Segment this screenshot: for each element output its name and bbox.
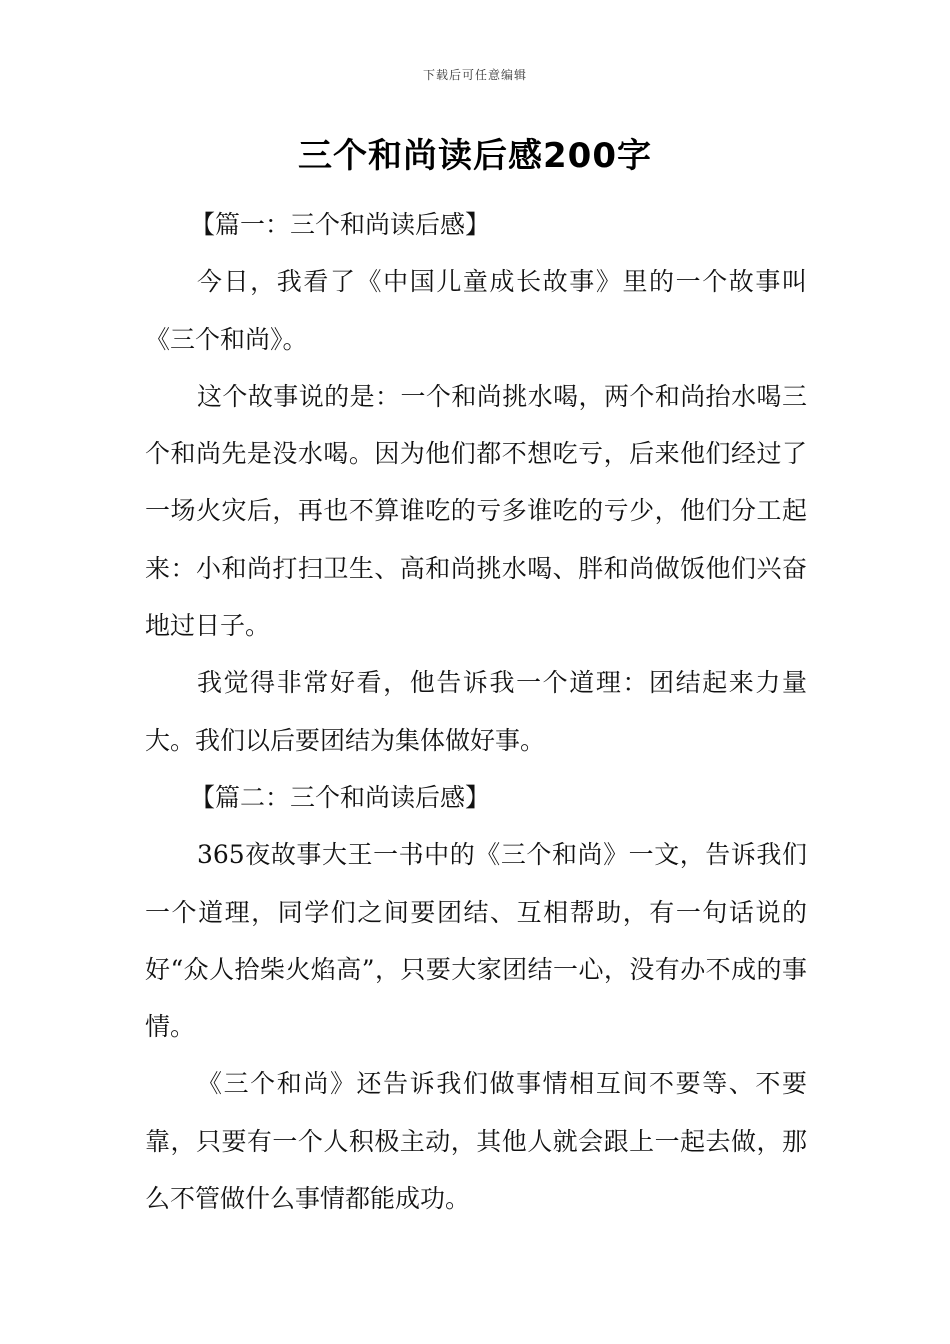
paragraph: 我觉得非常好看，他告诉我一个道理：团结起来力量大。我们以后要团结为集体做好事。 <box>145 668 807 755</box>
section-heading-1: 【篇一：三个和尚读后感】 <box>190 210 491 239</box>
paragraph: 《三个和尚》还告诉我们做事情相互间不要等、不要靠，只要有一个人积极主动，其他人就会跟上一起去做，那么不管做什么事情都能成功。 <box>145 1069 807 1214</box>
paragraph: 这个故事说的是：一个和尚挑水喝，两个和尚抬水喝三个和尚先是没水喝。因为他们都不想吃亏，后来他们经过了一场火灾后，再也不算谁吃的亏多谁吃的亏少，他们分工起来：小和尚打扫卫生、高和尚挑水喝、胖和尚做饭他们兴奋地过日子。 <box>145 381 807 641</box>
section-heading-2: 【篇二：三个和尚读后感】 <box>190 782 491 812</box>
paragraph: 今日，我看了《中国儿童成长故事》里的一个故事叫《三个和尚》。 <box>145 267 807 354</box>
header-note: 下载后可任意编辑 <box>422 68 527 82</box>
document-title: 三个和尚读后感200字 <box>298 136 652 176</box>
paragraph: 365夜故事大王一书中的《三个和尚》一文，告诉我们一个道理，同学们之间要团结、互相帮助，有一句话说的好“众人拾柴火焰高”，只要大家团结一心，没有办不成的事情。 <box>145 840 807 1042</box>
document-body <box>145 196 807 1227</box>
